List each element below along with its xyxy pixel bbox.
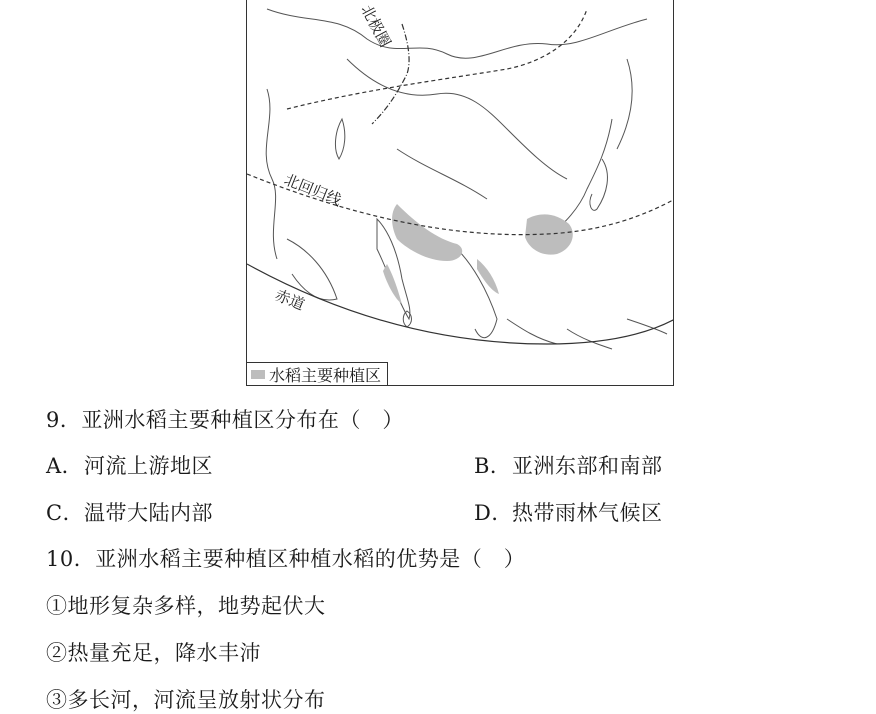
- islands: [507, 319, 667, 349]
- equator-label: 赤道: [272, 285, 308, 314]
- legend-swatch: [251, 370, 265, 379]
- kamchatka: [617, 59, 632, 149]
- rice-area-indochina: [477, 259, 499, 294]
- legend-text: 水稻主要种植区: [269, 365, 382, 385]
- map-legend: [247, 362, 388, 385]
- q9-option-b[interactable]: B．亚洲东部和南部: [474, 454, 663, 478]
- q9-option-a[interactable]: A．河流上游地区: [46, 454, 213, 478]
- q10-item-1: ①地形复杂多样，地势起伏大: [46, 594, 326, 618]
- equator-line: [247, 264, 674, 344]
- arctic-circle-label: 北极圈: [357, 1, 395, 51]
- inner-borders: [347, 59, 567, 199]
- caspian: [335, 119, 344, 159]
- north-coast: [267, 9, 647, 58]
- rice-area-india-south: [383, 264, 402, 304]
- question-10-stem: 10．亚洲水稻主要种植区种植水稻的优势是（ ）: [46, 547, 526, 571]
- japan: [590, 159, 608, 210]
- q9-option-d[interactable]: D．热带雨林气候区: [474, 501, 663, 525]
- sri-lanka: [403, 311, 411, 327]
- question-9-stem: 9．亚洲水稻主要种植区分布在（ ）: [46, 408, 404, 432]
- asia-rice-map: [246, 0, 674, 386]
- q10-item-2: ②热量充足，降水丰沛: [46, 641, 261, 665]
- west-coast: [266, 89, 277, 259]
- q9-option-c[interactable]: C．温带大陆内部: [46, 501, 213, 525]
- rice-area-india: [392, 204, 462, 261]
- tropic-label: 北回归线: [281, 170, 345, 210]
- q10-item-3: ③多长河，河流呈放射状分布: [46, 688, 326, 712]
